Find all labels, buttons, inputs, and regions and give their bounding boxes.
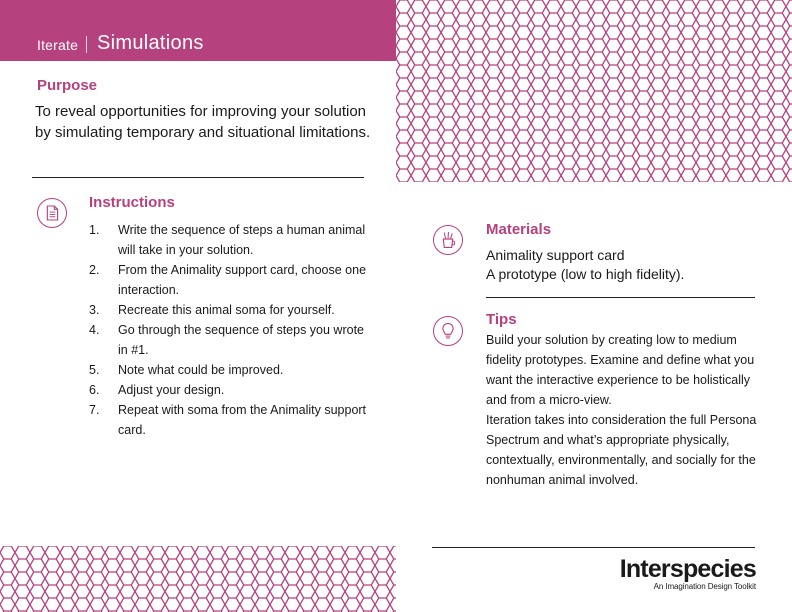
header-separator [86, 36, 87, 53]
purpose-text: To reveal opportunities for improving your solution by simulating temporary and situational limitations. [35, 103, 371, 141]
step-number: 2. [89, 263, 100, 277]
divider-footer [432, 547, 755, 548]
lightbulb-icon [433, 316, 463, 346]
step-text: Adjust your design. [118, 383, 225, 397]
step-number: 3. [89, 303, 100, 317]
brand-name: Interspecies [619, 555, 756, 583]
step-text: Write the sequence of steps a human animal will take in your solution. [118, 223, 366, 257]
step-number: 6. [89, 383, 100, 397]
tips-heading: Tips [486, 311, 517, 328]
step-text: Repeat with soma from the Animality support card. [118, 403, 367, 437]
tips-paragraph: Iteration takes into consideration the full Persona Spectrum and what’s appropriate physically, contextually, environmentally, and socially for the nonhuman animal involved. [486, 413, 757, 487]
header-section-label: Iterate [37, 37, 79, 53]
document-icon [37, 198, 67, 228]
list-item [89, 260, 369, 300]
step-number: 7. [89, 403, 100, 417]
list-item [89, 220, 369, 260]
step-number: 5. [89, 363, 100, 377]
step-text: Note what could be improved. [118, 363, 284, 377]
list-item [89, 380, 369, 400]
list-item [89, 320, 369, 360]
divider-materials [486, 297, 755, 298]
hexagon-pattern-bottom [0, 546, 396, 612]
step-number: 4. [89, 323, 100, 337]
instructions-list [89, 220, 369, 440]
brand-tagline: An Imagination Design Toolkit [653, 582, 756, 591]
page-title: Simulations [97, 32, 204, 54]
materials-heading: Materials [486, 221, 552, 238]
step-number: 1. [89, 223, 100, 237]
step-text: Recreate this animal soma for yourself. [118, 303, 335, 317]
brand-logo [620, 555, 756, 591]
tips-paragraph: Build your solution by creating low to medium fidelity prototypes. Examine and define what you want the interactive experience to be holistically and from a micro-view. [486, 333, 755, 407]
list-item [89, 360, 369, 380]
step-text: From the Animality support card, choose one interaction. [118, 263, 367, 297]
step-text: Go through the sequence of steps you wrote in #1. [118, 323, 364, 357]
materials-item: Animality support card [486, 247, 625, 263]
list-item [89, 300, 369, 320]
pencil-cup-icon [433, 225, 463, 255]
instructions-heading: Instructions [89, 194, 175, 211]
tips-text [486, 330, 761, 490]
purpose-heading: Purpose [37, 77, 98, 94]
materials-item: A prototype (low to high fidelity). [486, 266, 685, 282]
divider-purpose [32, 177, 364, 178]
hexagon-pattern-top [396, 0, 792, 182]
list-item [89, 400, 369, 440]
